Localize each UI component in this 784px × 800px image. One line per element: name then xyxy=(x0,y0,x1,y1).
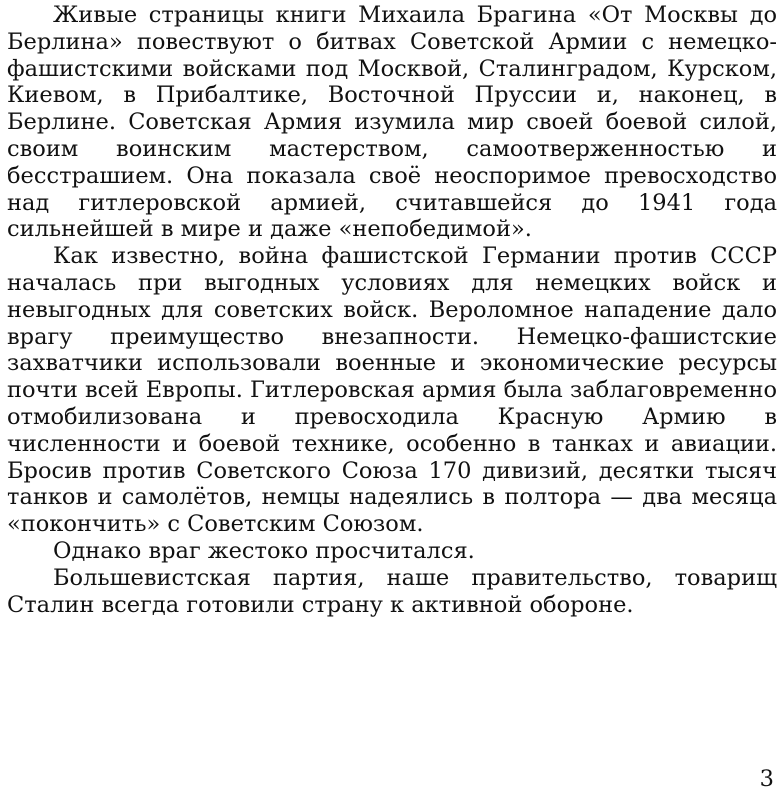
paragraph-2: Как известно, война фашистской Германии против СССР началась при выгодных условиях для немецких войск и невыгодных для советских войск. Вероломное нападение дало врагу преимущество внезапности. Немецко-фашистские захватчики использовали военные и экономические ресурсы почти всей Европы. Гитлеровская армия была заблаговременно отмобилизована и превосходила Красную Армию в численности и боевой технике, особенно в танках и авиации. Бросив против Советского Союза 170 дивизий, десятки тысяч танков и самолётов, немцы надеялись в полтора — два месяца «покончить» с Советским Союзом. xyxy=(7,243,777,538)
paragraph-1: Живые страницы книги Михаила Брагина «От Москвы до Берлина» повествуют о битвах Советской Армии с немецко-фашистскими войсками под Москвой, Сталинградом, Курском, Киевом, в Прибалтике, Восточной Пруссии и, наконец, в Берлине. Советская Армия изумила мир своей боевой силой, своим воинским мастерством, самоотверженностью и бесстрашием. Она показала своё неоспоримое превосходство над гитлеровской армией, считавшейся до 1941 года сильнейшей в мире и даже «непобедимой». xyxy=(7,2,777,243)
paragraph-3: Однако враг жестоко просчитался. xyxy=(53,537,475,564)
paragraph-4: Большевистская партия, наше правительство, товарищ Сталин всегда готовили страну к активной обороне. xyxy=(7,564,777,618)
document-page xyxy=(7,2,777,618)
page-number: 3 xyxy=(759,766,774,792)
